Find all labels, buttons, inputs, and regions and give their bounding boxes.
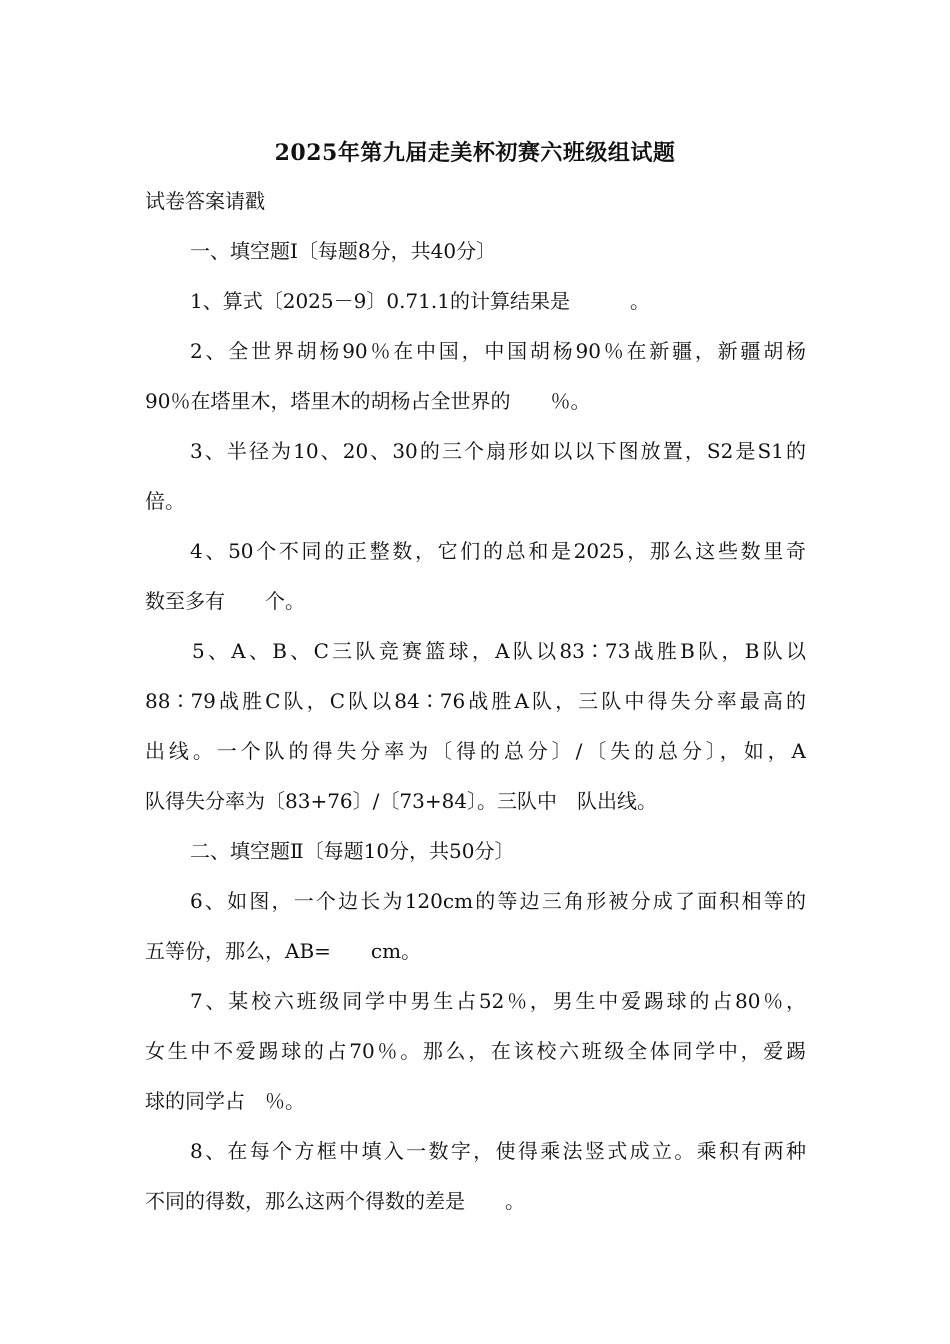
question-7-line-3: 球的同学占 ％。 — [145, 1089, 305, 1113]
question-1: 1、算式〔2025－9〕0.71.1的计算结果是 。 — [190, 289, 650, 313]
question-5-line-2: 88∶79战胜C队，C队以84∶76战胜A队，三队中得失分率最高的 — [145, 689, 806, 713]
question-6-line-1: 6、如图，一个边长为120cm的等边三角形被分成了面积相等的 — [190, 889, 806, 913]
section-heading-1: 一、填空题Ⅰ〔每题8分，共40分〕 — [190, 239, 497, 263]
question-6-line-2: 五等份，那么，AB= cm。 — [145, 939, 422, 963]
answer-note: 试卷答案请戳 — [145, 189, 265, 213]
question-5-line-1: 5、A、B、C三队竞赛篮球，A队以83∶73战胜B队，B队以 — [192, 639, 806, 663]
question-7-line-2: 女生中不爱踢球的占70％。那么，在该校六班级全体同学中，爱踢 — [145, 1039, 806, 1063]
question-8-line-1: 8、在每个方框中填入一数字，使得乘法竖式成立。乘积有两种 — [190, 1139, 806, 1163]
question-5-line-4: 队得失分率为〔83+76〕/〔73+84〕。三队中 队出线。 — [145, 789, 658, 813]
question-2-line-1: 2、全世界胡杨90％在中国，中国胡杨90％在新疆，新疆胡杨 — [190, 339, 806, 363]
question-7-line-1: 7、某校六班级同学中男生占52％，男生中爱踢球的占80％， — [190, 989, 806, 1013]
question-5-line-3: 出线。一个队的得失分率为〔得的总分〕/〔失的总分〕，如，A — [145, 739, 806, 763]
section-heading-2: 二、填空题Ⅱ〔每题10分，共50分〕 — [190, 839, 515, 863]
question-3-line-2: 倍。 — [145, 489, 185, 513]
question-3-line-1: 3、半径为10、20、30的三个扇形如以以下图放置，S2是S1的 — [190, 439, 806, 463]
question-2-line-2: 90％在塔里木，塔里木的胡杨占全世界的 ％。 — [145, 389, 591, 413]
question-8-line-2: 不同的得数，那么这两个得数的差是 。 — [145, 1189, 525, 1213]
document-title: 2025年第九届走美杯初赛六班级组试题 — [274, 140, 676, 166]
question-4-line-2: 数至多有 个。 — [145, 589, 305, 613]
question-4-line-1: 4、50个不同的正整数，它们的总和是2025，那么这些数里奇 — [190, 539, 806, 563]
